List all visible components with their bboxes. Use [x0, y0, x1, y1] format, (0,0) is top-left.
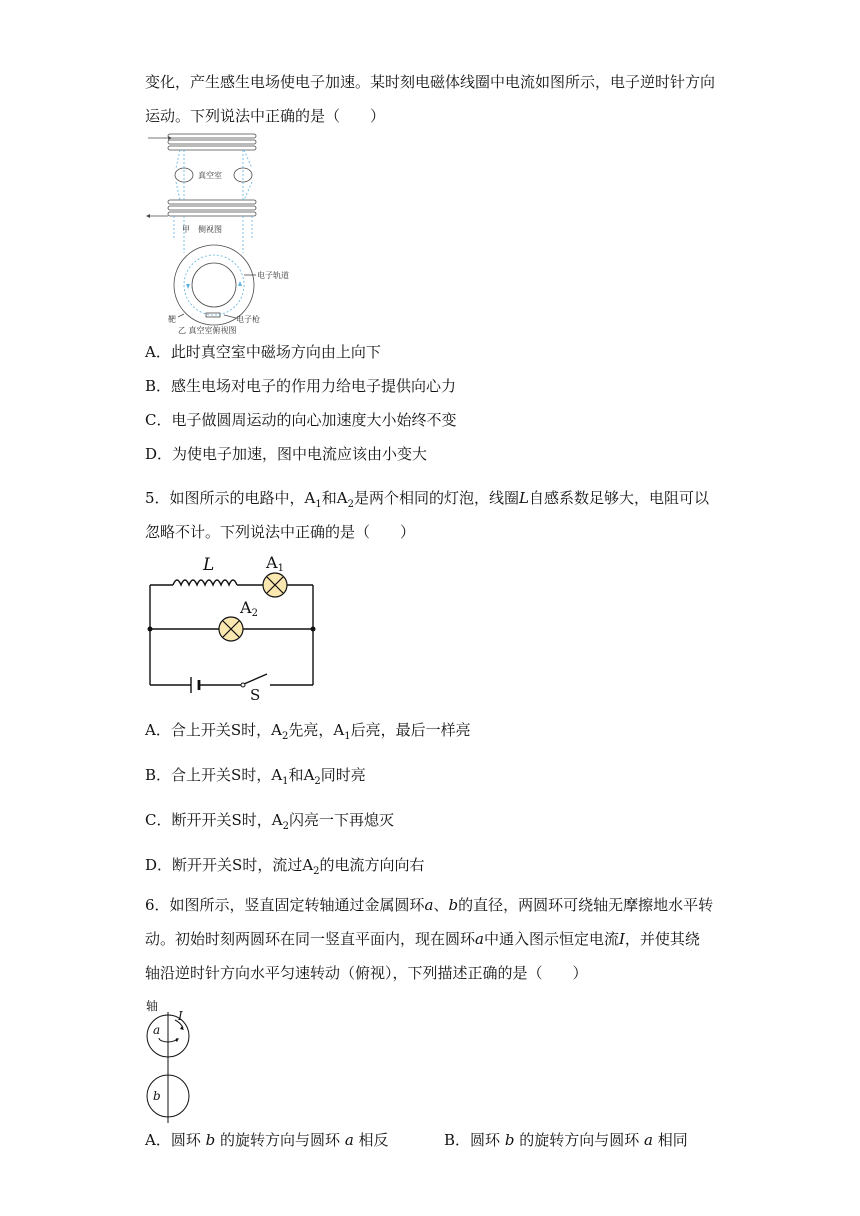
betatron-figure	[140, 128, 300, 338]
q4-text-line1: 变化，产生感生电场使电子加速。某时刻电磁体线圈中电流如图所示，电子逆时针方向	[145, 73, 716, 91]
q5-option-b: B．合上开关S时，$A_1$和$A_2$同时亮	[145, 766, 366, 787]
q6-text-line3: 轴沿逆时针方向水平匀速转动（俯视），下列描述正确的是（ ）	[145, 964, 588, 982]
label-top-view: 乙 真空室俯视图	[178, 326, 237, 335]
rings-figure	[140, 998, 200, 1128]
q5-option-a: A．合上开关S时，$A_2$先亮，$A_1$后亮，最后一样亮	[145, 721, 471, 742]
label-inductor: L	[203, 555, 215, 575]
q4-text-line2: 运动。下列说法中正确的是（ ）	[145, 107, 386, 125]
q6-option-b: B．圆环 b 的旋转方向与圆环 a 相同	[444, 1131, 688, 1149]
circuit-figure	[145, 552, 320, 702]
label-ring-a: a	[153, 1023, 161, 1037]
q6-text-line1: 6．如图所示，竖直固定转轴通过金属圆环a、b的直径，两圆环可绕轴无摩擦地水平转	[145, 896, 714, 914]
label-target: 靶	[168, 315, 176, 324]
label-gun: 电子枪	[236, 315, 260, 324]
q4-option-d: D．为使电子加速，图中电流应该由小变大	[145, 445, 428, 463]
q5-option-c: C．断开开关S时，$A_2$闪亮一下再熄灭	[145, 811, 395, 832]
q4-option-a: A．此时真空室中磁场方向由上向下	[145, 343, 381, 361]
label-current: I	[178, 1009, 183, 1023]
label-a2: A2	[240, 598, 258, 619]
label-vacuum: 真空室	[198, 171, 222, 180]
label-switch: S	[250, 686, 261, 704]
label-side-view: 甲 侧视图	[182, 225, 222, 234]
lamp-a1-icon	[263, 573, 287, 597]
q5-option-d: D．断开开关S时，流过$A_2$的电流方向向右	[145, 856, 425, 877]
label-ring-b: b	[153, 1089, 161, 1103]
label-a1: A1	[266, 553, 284, 574]
q6-option-a: A．圆环 b 的旋转方向与圆环 a 相反	[145, 1131, 389, 1149]
q5-text-line2: 忽略不计。下列说法中正确的是（ ）	[145, 523, 416, 541]
label-axis: 轴	[146, 999, 159, 1013]
q5-text-line1: 5．如图所示的电路中，$A_1$和$A_2$是两个相同的灯泡，线圈L自感系数足够大，电阻可以	[145, 489, 709, 510]
lamp-a2-icon	[219, 617, 243, 641]
label-orbit: 电子轨道	[257, 271, 289, 280]
q4-option-b: B．感生电场对电子的作用力给电子提供向心力	[145, 377, 457, 395]
q4-option-c: C．电子做圆周运动的向心加速度大小始终不变	[145, 411, 457, 429]
q6-text-line2: 动。初始时刻两圆环在同一竖直平面内，现在圆环a中通入图示恒定电流I，并使其绕	[145, 930, 700, 948]
